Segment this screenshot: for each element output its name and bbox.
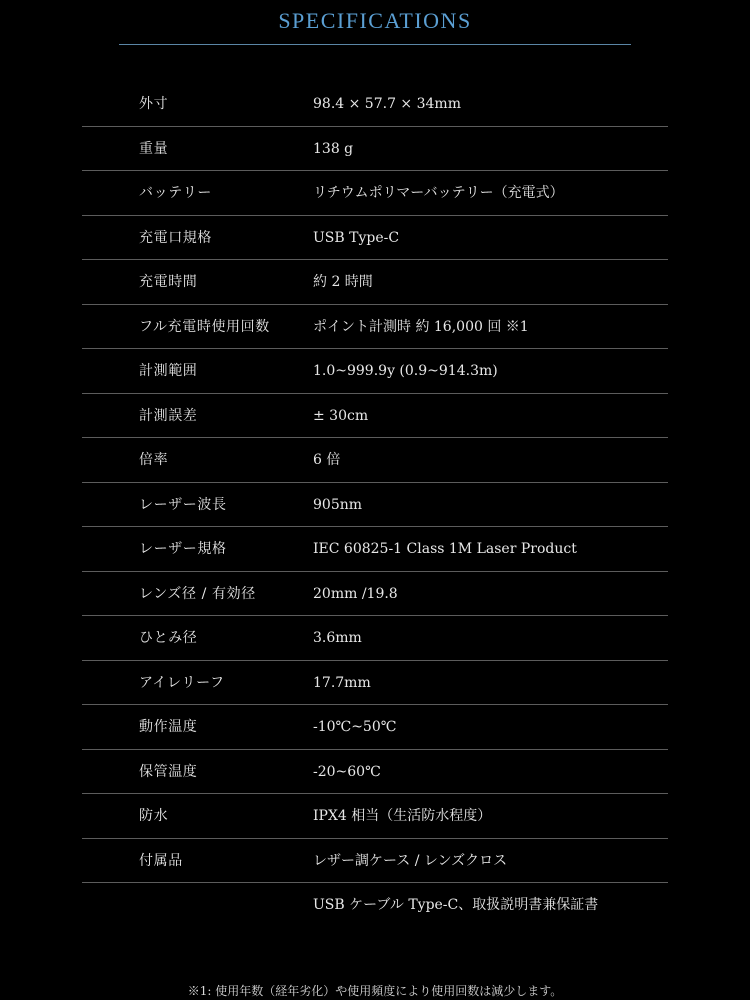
spec-label: レーザー波長 [139,496,227,513]
spec-label: 計測範囲 [139,363,198,379]
spec-row-accessories-continued [82,883,668,928]
spec-row-measuring-error [82,394,668,439]
spec-value: USB ケーブル Type-C、取扱説明書兼保証書 [313,897,599,913]
spec-value: IPX4 相当（生活防水程度） [313,808,492,824]
spec-label: 充電時間 [139,274,198,290]
spec-label: 防水 [139,808,169,824]
spec-label: 倍率 [139,452,169,468]
spec-label: 計測誤差 [139,407,198,424]
spec-row-magnification [82,438,668,483]
spec-value: ポイント計測時 約 16,000 回 ※1 [313,318,529,335]
title-underline [119,44,631,45]
spec-row-charging-time [82,260,668,305]
spec-value: 3.6mm [313,630,362,646]
spec-value: レザー調ケース / レンズクロス [313,852,508,869]
spec-row-eye-relief [82,661,668,706]
spec-value: ± 30cm [313,407,369,424]
spec-value: 17.7mm [313,674,371,691]
spec-row-lens-diameter [82,572,668,617]
spec-row-operating-temp [82,705,668,750]
spec-row-battery [82,171,668,216]
spec-row-accessories [82,839,668,884]
spec-value: -10℃~50℃ [313,719,397,735]
spec-label: 重量 [139,140,169,157]
spec-row-uses-per-charge [82,305,668,350]
spec-row-storage-temp [82,750,668,795]
spec-label: レンズ径 / 有効径 [139,585,256,602]
spec-row-exit-pupil [82,616,668,661]
spec-value: 98.4 × 57.7 × 34mm [313,96,461,112]
spec-table [82,82,668,928]
spec-value: USB Type-C [313,229,400,246]
spec-label: 充電口規格 [139,229,212,246]
spec-row-waterproof [82,794,668,839]
page-title: SPECIFICATIONS [278,8,472,33]
footnote: ※1: 使用年数（経年劣化）や使用頻度により使用回数は減少します。 [187,984,563,998]
spec-label: 動作温度 [139,719,198,735]
spec-value: -20~60℃ [313,763,381,780]
spec-row-weight [82,127,668,172]
spec-row-measuring-range [82,349,668,394]
spec-value: リチウムポリマーバッテリー（充電式） [313,185,564,201]
spec-label: 外寸 [139,96,169,112]
spec-value: IEC 60825-1 Class 1M Laser Product [313,541,577,557]
spec-label: ひとみ径 [139,630,198,646]
spec-value: 6 倍 [313,452,341,468]
spec-label: アイレリーフ [139,674,225,691]
spec-row-laser-wavelength [82,483,668,528]
spec-row-charging-port [82,216,668,261]
spec-value: 138 g [313,140,354,157]
spec-value: 約 2 時間 [313,274,373,290]
spec-label: フル充電時使用回数 [139,318,270,335]
spec-value: 1.0~999.9y (0.9~914.3m) [313,363,498,379]
spec-row-laser-standard [82,527,668,572]
spec-label: レーザー規格 [139,541,227,557]
spec-row-dimensions [82,82,668,127]
spec-label: 保管温度 [139,763,198,780]
spec-value: 20mm /19.8 [313,585,398,602]
spec-label: 付属品 [139,852,183,869]
spec-label: バッテリー [139,185,212,201]
spec-value: 905nm [313,496,363,513]
